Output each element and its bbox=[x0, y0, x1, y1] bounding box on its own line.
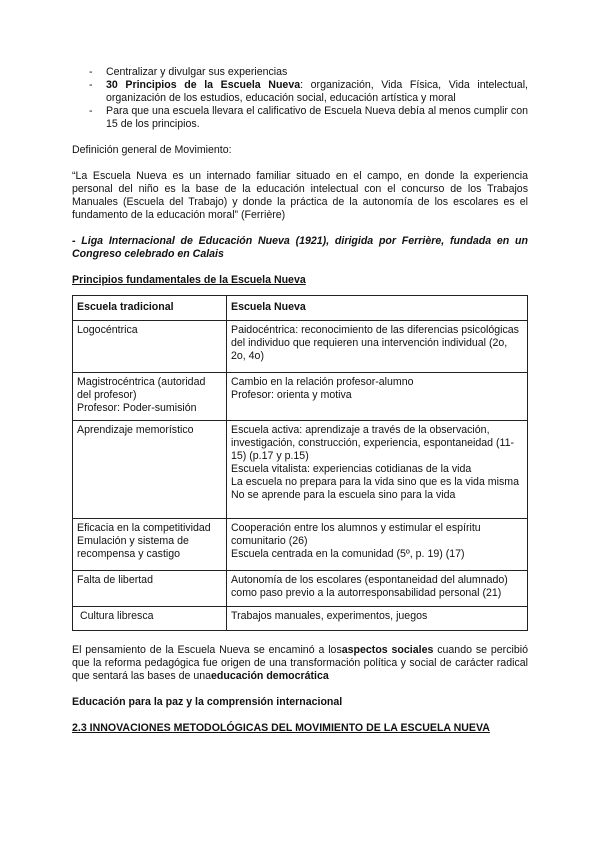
list-item: - Centralizar y divulgar sus experiencias bbox=[89, 66, 528, 79]
cell-traditional: Logocéntrica bbox=[73, 321, 227, 373]
cell-traditional: Magistrocéntrica (autoridad del profesor) Profesor: Poder-sumisión bbox=[73, 373, 227, 421]
header-new-school: Escuela Nueva bbox=[227, 296, 528, 321]
liga-paragraph: - Liga Internacional de Educación Nueva (1921), dirigida por Ferrière, fundada en un Congreso celebrado en Calais bbox=[72, 235, 528, 260]
cell-traditional: Aprendizaje memorístico bbox=[73, 421, 227, 519]
document-page bbox=[72, 66, 528, 735]
cell-traditional: Falta de libertad bbox=[73, 571, 227, 607]
table-row bbox=[73, 321, 528, 373]
cell-new-school: Trabajos manuales, experimentos, juegos bbox=[227, 607, 528, 631]
cell-new-school: Paidocéntrica: reconocimiento de las diferencias psicológicas del individuo que requieren una intervención individual (2o, 2o, 4o) bbox=[227, 321, 528, 373]
table-row bbox=[73, 373, 528, 421]
section-heading: 2.3 INNOVACIONES METODOLÓGICAS DEL MOVIMIENTO DE LA ESCUELA NUEVA bbox=[72, 722, 490, 734]
cell-new-school: Autonomía de los escolares (espontaneidad del alumnado) como paso previo a la autorresponsabilidad personal (21) bbox=[227, 571, 528, 607]
cell-new-school: Cambio en la relación profesor-alumno Profesor: orienta y motiva bbox=[227, 373, 528, 421]
peace-heading: Educación para la paz y la comprensión internacional bbox=[72, 696, 343, 708]
table-title: Principios fundamentales de la Escuela Nueva bbox=[72, 274, 306, 286]
definition-quote: “La Escuela Nueva es un internado familiar situado en el campo, en donde la experiencia personal del niño es la base de la educación intelectual con el concurso de los Trabajos Manuales (Escuela del Trabajo) y donde la práctica de la autonomía de los escolares es el fundamento de la educación moral” (Ferrière) bbox=[72, 170, 528, 221]
cell-new-school: Cooperación entre los alumnos y estimular el espíritu comunitario (26) Escuela centrada en la comunidad (5º, p. 19) (17) bbox=[227, 519, 528, 571]
cell-traditional: Cultura libresca bbox=[73, 607, 227, 631]
list-item: - 30 Principios de la Escuela Nueva: organización, Vida Física, Vida intelectual, organización de los estudios, educación social, educación artística y moral bbox=[89, 79, 528, 105]
table-row bbox=[73, 421, 528, 519]
header-traditional: Escuela tradicional bbox=[73, 296, 227, 321]
cell-new-school: Escuela activa: aprendizaje a través de la observación, investigación, construcción, experiencia, espontaneidad (11-15) (p.17 y p.15) Escuela vitalista: experiencias cotidianas de la vida La escuela no prepara para la vida sino que es la vida misma No se aprende para la escuela sino para la vida bbox=[227, 421, 528, 519]
definition-heading: Definición general de Movimiento: bbox=[72, 144, 232, 156]
table-row bbox=[73, 571, 528, 607]
table-row bbox=[73, 519, 528, 571]
list-item: - Para que una escuela llevara el calificativo de Escuela Nueva debía al menos cumplir con 15 de los principios. bbox=[89, 105, 528, 131]
table-row bbox=[73, 607, 528, 631]
cell-traditional: Eficacia en la competitividad Emulación y sistema de recompensa y castigo bbox=[73, 519, 227, 571]
closing-paragraph: El pensamiento de la Escuela Nueva se encaminó a losaspectos sociales cuando se percibió que la reforma pedagógica fue origen de una transformación política y social de carácter radical que sentará las bases de unaeducación democrática bbox=[72, 644, 528, 682]
principles-bullet-list bbox=[89, 66, 528, 131]
principles-table bbox=[72, 295, 528, 631]
table-header-row bbox=[73, 296, 528, 321]
